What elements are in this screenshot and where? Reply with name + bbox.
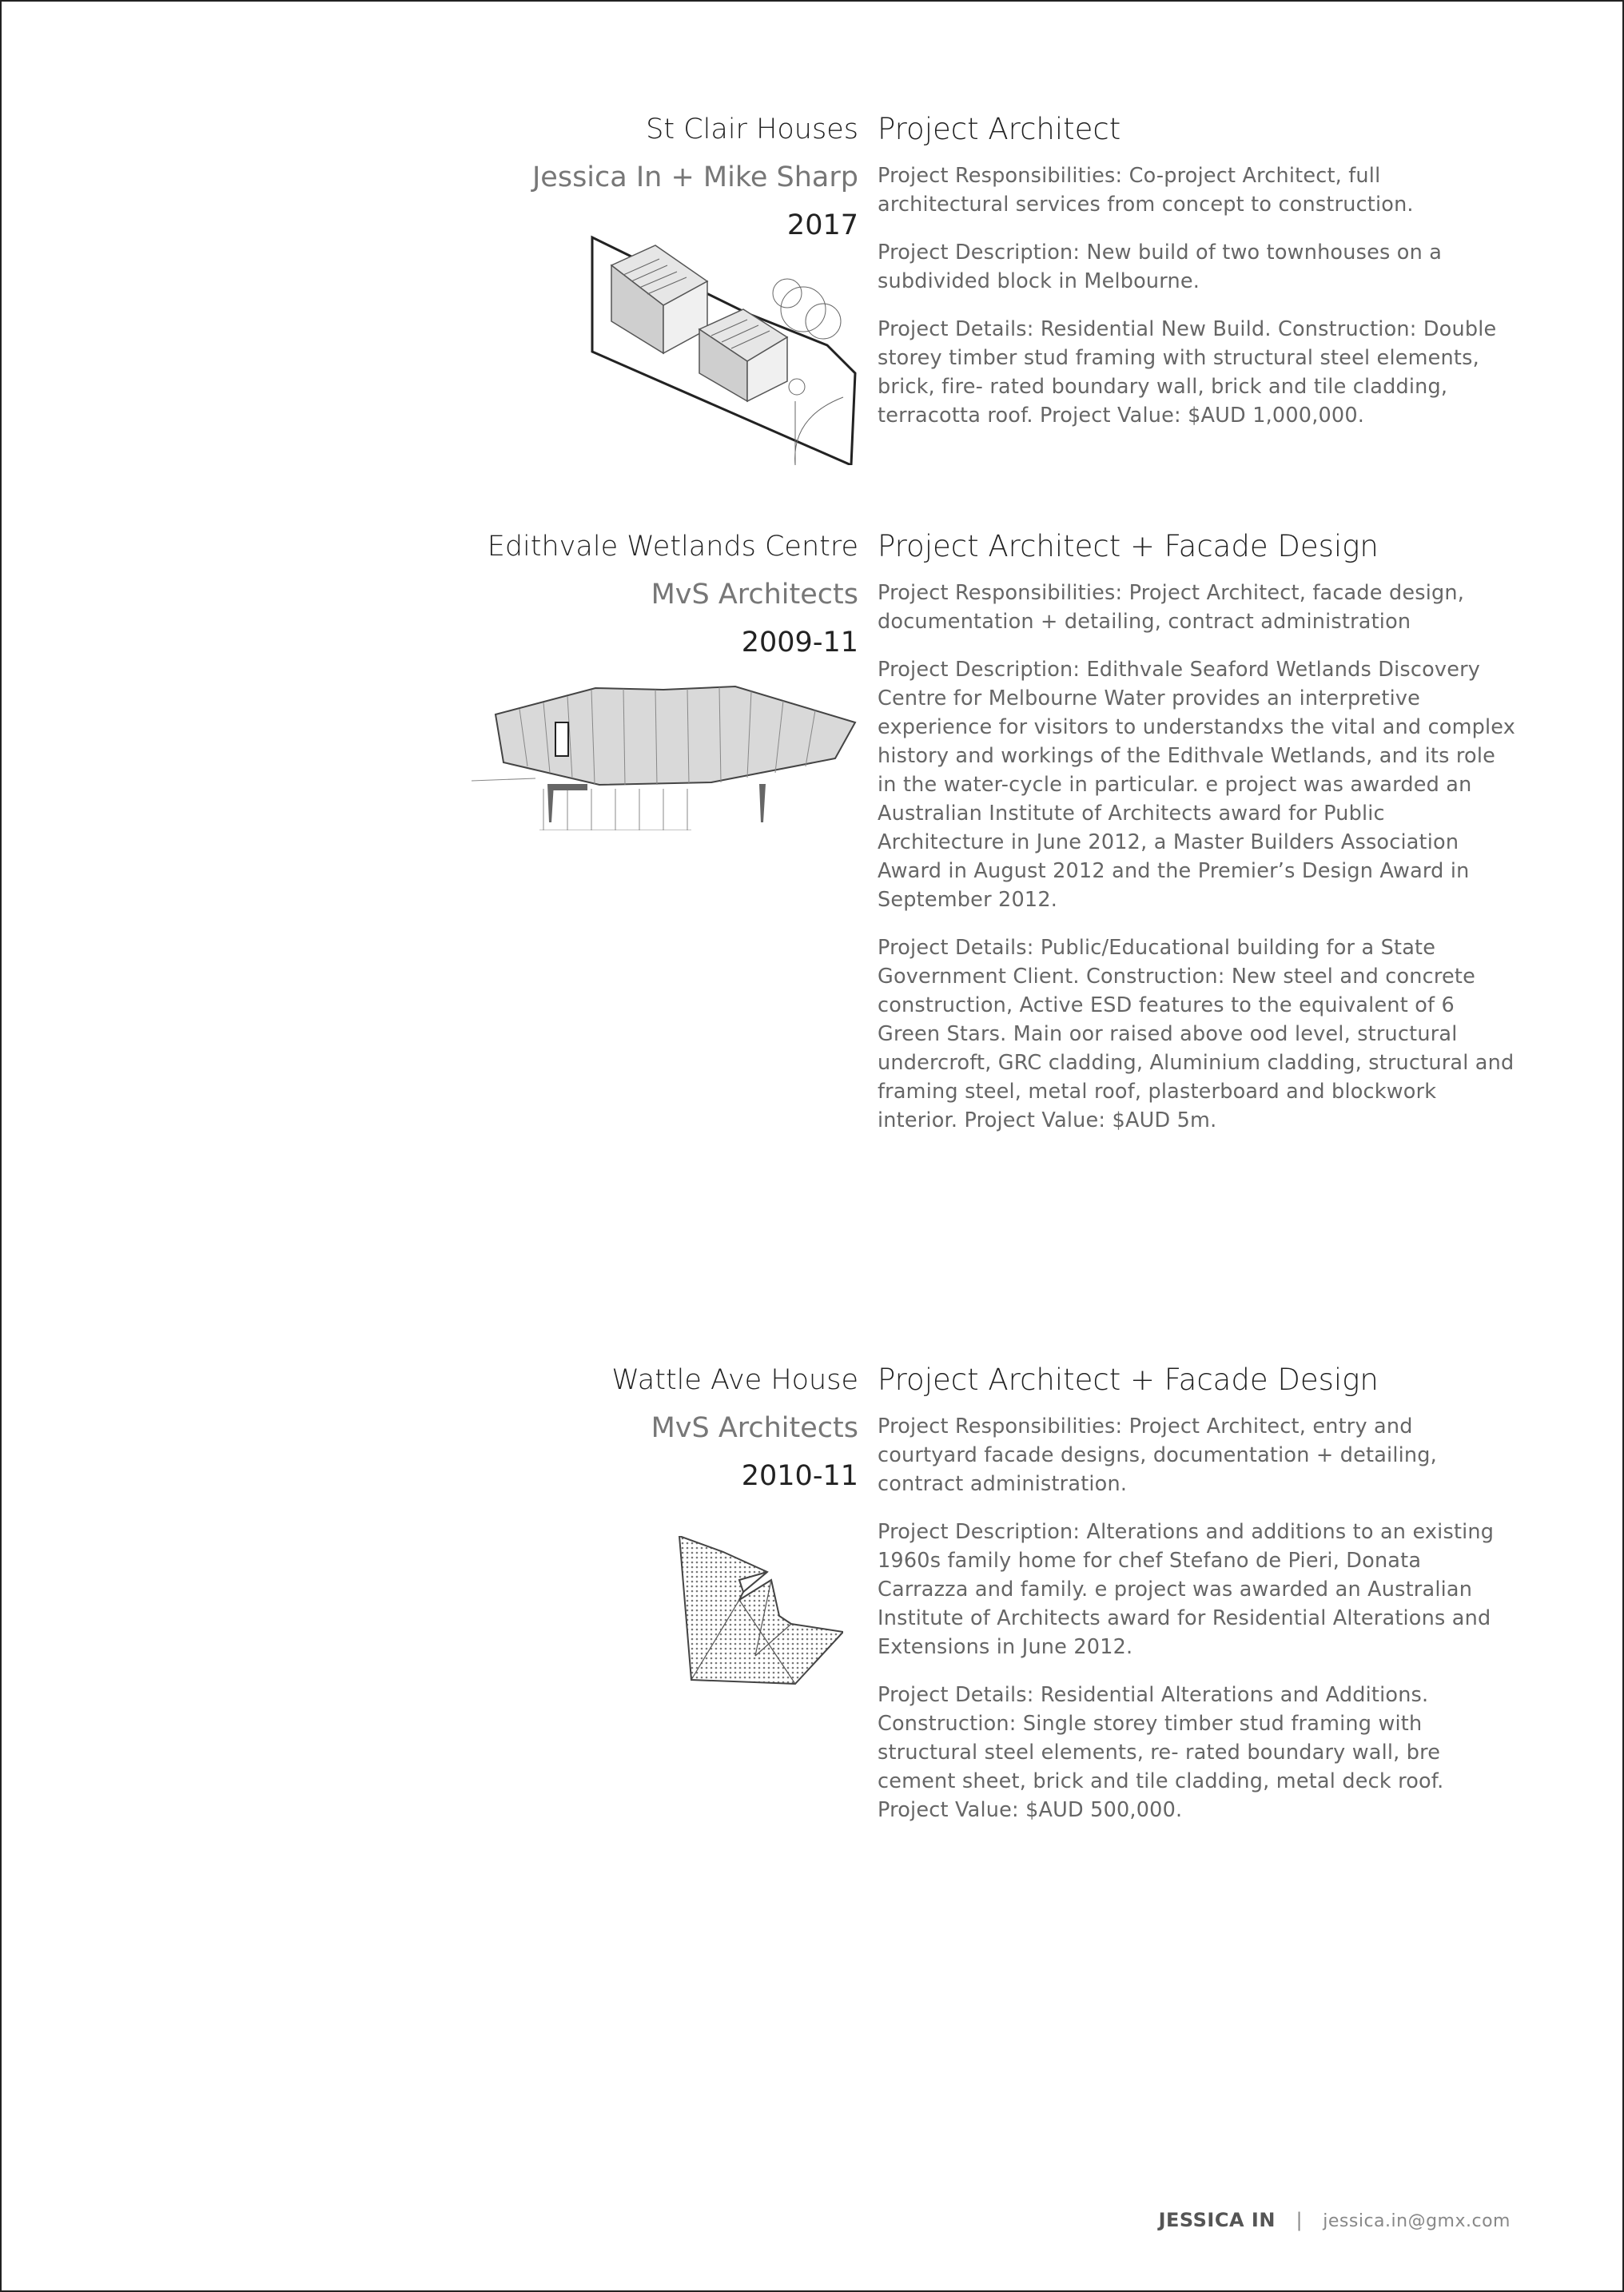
project-body <box>878 1356 1517 1844</box>
faceted-facade-drawing <box>675 1536 843 1696</box>
project-responsibilities: Project Responsibilities: Project Architect, facade design, documentation + detailing, contract administration <box>878 581 1465 634</box>
project-details: Project Details: Public/Educational building for a State Government Client. Construction: New steel and concrete construction, Active ESD features to the equivalent of 6 Green Stars. Main oor raised above ood level, structural undercroft, GRC cladding, Aluminium cladding, structural and framing steel, metal roof, plasterboard and blockwork interior. Project Value: $AUD 5m. <box>878 936 1515 1132</box>
building-elevation-drawing <box>472 678 859 830</box>
project-office: Jessica In + Mike Sharp <box>531 161 858 193</box>
page-footer <box>1159 2209 1511 2231</box>
project-details: Project Details: Residential New Build. Construction: Double storey timber stud framing with structural steel elements, brick, fire- rated boundary wall, brick and tile cladding, terracotta roof. Project Value: $AUD 1,000,000. <box>878 317 1497 428</box>
project-meta <box>411 1356 858 1500</box>
project-description: Project Description: Edithvale Seaford Wetlands Discovery Centre for Melbourne Water provides an interpretive experience for visitors to understandxs the vital and complex history and workings of the Edithvale Wetlands, and its role in the water-cycle in particular. e project was awarded an Australian Institute of Architects award for Public Architecture in June 2012, a Master Builders Association Award in August 2012 and the Premier’s Design Award in September 2012. <box>878 658 1516 912</box>
project-meta <box>411 105 858 249</box>
project-details: Project Details: Residential Alterations and Additions. Construction: Single storey timber stud framing with structural steel elements, re- rated boundary wall, bre cement sheet, brick and tile cladding, metal deck roof. Project Value: $AUD 500,000. <box>878 1683 1444 1822</box>
project-description: Project Description: Alterations and additions to an existing 1960s family home for chef Stefano de Pieri, Donata Carrazza and family. e project was awarded an Australian Institute of Architects award for Residential Alterations and Extensions in June 2012. <box>878 1520 1495 1659</box>
project-office: MvS Architects <box>651 579 858 611</box>
project-responsibilities: Project Responsibilities: Co-project Architect, full architectural services from concept to construction. <box>878 164 1414 217</box>
footer-separator: | <box>1296 2209 1303 2231</box>
project-name: Wattle Ave House <box>611 1364 858 1396</box>
project-name: Edithvale Wetlands Centre <box>487 531 858 563</box>
footer-name: JESSICA IN <box>1158 2209 1276 2231</box>
project-role: Project Architect <box>878 112 1121 146</box>
footer-email: jessica.in@gmx.com <box>1323 2211 1511 2231</box>
project-meta <box>411 523 858 667</box>
project-year: 2010-11 <box>741 1460 858 1492</box>
project-name: St Clair Houses <box>646 113 858 145</box>
project-role: Project Architect + Facade Design <box>878 529 1379 563</box>
project-description: Project Description: New build of two townhouses on a subdivided block in Melbourne. <box>878 241 1443 293</box>
project-office: MvS Architects <box>651 1412 858 1444</box>
project-responsibilities: Project Responsibilities: Project Architect, entry and courtyard facade designs, documentation + detailing, contract administration. <box>878 1415 1437 1496</box>
project-body <box>878 105 1517 449</box>
axonometric-houses-drawing <box>587 233 859 465</box>
project-role: Project Architect + Facade Design <box>878 1363 1379 1397</box>
project-year: 2009-11 <box>741 627 858 659</box>
project-body <box>878 523 1517 1154</box>
project-year: 2017 <box>786 209 858 241</box>
